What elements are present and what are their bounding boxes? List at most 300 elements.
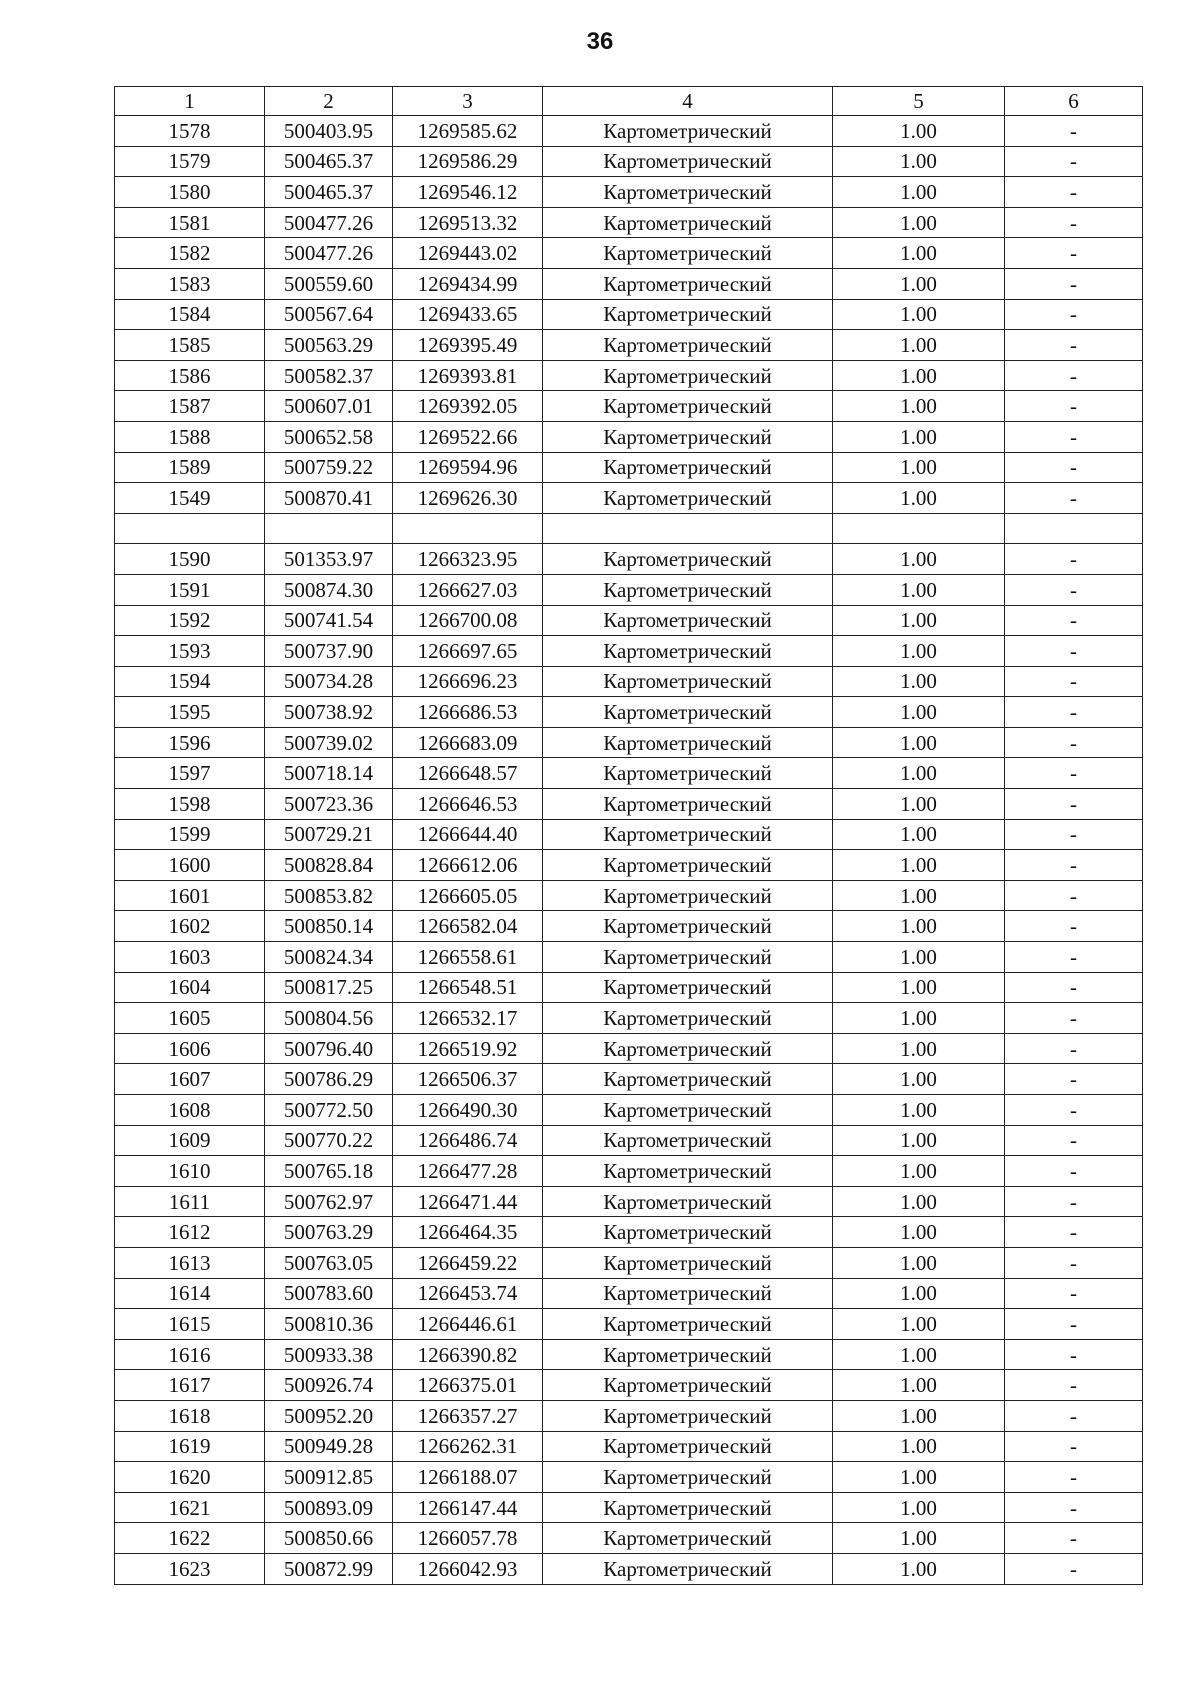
table-cell: 1611 bbox=[115, 1186, 265, 1217]
table-cell: - bbox=[1005, 1523, 1143, 1554]
table-cell: 1266042.93 bbox=[393, 1553, 543, 1584]
table-row bbox=[115, 1370, 1143, 1401]
table-cell: Картометрический bbox=[543, 1431, 833, 1462]
table-cell: 1266646.53 bbox=[393, 789, 543, 820]
table-row bbox=[115, 789, 1143, 820]
table-cell: 1580 bbox=[115, 177, 265, 208]
table-cell: - bbox=[1005, 697, 1143, 728]
table-cell: 1.00 bbox=[833, 1247, 1005, 1278]
table-cell: 1615 bbox=[115, 1309, 265, 1340]
table-row bbox=[115, 146, 1143, 177]
table-cell: 1.00 bbox=[833, 1553, 1005, 1584]
table-cell: 1266357.27 bbox=[393, 1400, 543, 1431]
table-cell: 500582.37 bbox=[265, 360, 393, 391]
table-cell bbox=[833, 513, 1005, 544]
table-cell: - bbox=[1005, 666, 1143, 697]
table-cell: Картометрический bbox=[543, 268, 833, 299]
table-row bbox=[115, 880, 1143, 911]
table-cell: - bbox=[1005, 177, 1143, 208]
table-row bbox=[115, 1156, 1143, 1187]
table-cell: Картометрический bbox=[543, 299, 833, 330]
table-cell: 500786.29 bbox=[265, 1064, 393, 1095]
table-cell: 1604 bbox=[115, 972, 265, 1003]
table-cell: 500810.36 bbox=[265, 1309, 393, 1340]
table-cell: 1.00 bbox=[833, 850, 1005, 881]
table-row bbox=[115, 697, 1143, 728]
table-cell: Картометрический bbox=[543, 666, 833, 697]
table-cell: 1266548.51 bbox=[393, 972, 543, 1003]
table-cell: 1.00 bbox=[833, 574, 1005, 605]
table-cell: 500563.29 bbox=[265, 330, 393, 361]
table-cell: 500729.21 bbox=[265, 819, 393, 850]
table-row bbox=[115, 513, 1143, 544]
table-cell: 500734.28 bbox=[265, 666, 393, 697]
table-cell: Картометрический bbox=[543, 360, 833, 391]
table-cell: - bbox=[1005, 238, 1143, 269]
table-cell: 1.00 bbox=[833, 819, 1005, 850]
table-cell: 1.00 bbox=[833, 727, 1005, 758]
table-cell: Картометрический bbox=[543, 1400, 833, 1431]
table-cell: Картометрический bbox=[543, 942, 833, 973]
table-cell: 1.00 bbox=[833, 1400, 1005, 1431]
table-cell: Картометрический bbox=[543, 880, 833, 911]
table-cell: 500772.50 bbox=[265, 1095, 393, 1126]
table-cell: - bbox=[1005, 1156, 1143, 1187]
table-cell: Картометрический bbox=[543, 697, 833, 728]
table-cell: 500952.20 bbox=[265, 1400, 393, 1431]
table-cell: 500874.30 bbox=[265, 574, 393, 605]
table-cell: Картометрический bbox=[543, 146, 833, 177]
table-cell: 1266700.08 bbox=[393, 605, 543, 636]
table-cell: 1.00 bbox=[833, 1370, 1005, 1401]
table-row bbox=[115, 1553, 1143, 1584]
table-cell: 1266612.06 bbox=[393, 850, 543, 881]
table-cell: 500817.25 bbox=[265, 972, 393, 1003]
table-cell: 1592 bbox=[115, 605, 265, 636]
table-cell: 500912.85 bbox=[265, 1462, 393, 1493]
table-cell: 1610 bbox=[115, 1156, 265, 1187]
table-cell: Картометрический bbox=[543, 1186, 833, 1217]
table-cell: 500850.66 bbox=[265, 1523, 393, 1554]
table-cell: - bbox=[1005, 299, 1143, 330]
table-cell: 1.00 bbox=[833, 605, 1005, 636]
table-cell: 500403.95 bbox=[265, 116, 393, 147]
table-cell: 1599 bbox=[115, 819, 265, 850]
table-cell: 500893.09 bbox=[265, 1492, 393, 1523]
table-cell: Картометрический bbox=[543, 1003, 833, 1034]
table-cell: Картометрический bbox=[543, 789, 833, 820]
table-cell bbox=[393, 513, 543, 544]
table-row bbox=[115, 1064, 1143, 1095]
table-cell: 1266696.23 bbox=[393, 666, 543, 697]
table-cell: 1591 bbox=[115, 574, 265, 605]
table-cell: - bbox=[1005, 1033, 1143, 1064]
table-cell: 1.00 bbox=[833, 1309, 1005, 1340]
table-cell: 500853.82 bbox=[265, 880, 393, 911]
table-cell: 1269594.96 bbox=[393, 452, 543, 483]
table-cell: Картометрический bbox=[543, 207, 833, 238]
table-row bbox=[115, 972, 1143, 1003]
table-cell: 1616 bbox=[115, 1339, 265, 1370]
table-cell: 500796.40 bbox=[265, 1033, 393, 1064]
table-cell: - bbox=[1005, 1309, 1143, 1340]
table-cell: Картометрический bbox=[543, 1156, 833, 1187]
table-cell: 1.00 bbox=[833, 360, 1005, 391]
table-row bbox=[115, 1431, 1143, 1462]
table-cell: 1.00 bbox=[833, 1431, 1005, 1462]
table-cell: 1269522.66 bbox=[393, 421, 543, 452]
table-cell: 1.00 bbox=[833, 1278, 1005, 1309]
table-cell: 500949.28 bbox=[265, 1431, 393, 1462]
table-row bbox=[115, 330, 1143, 361]
table-cell: 1.00 bbox=[833, 544, 1005, 575]
table-cell: 1266686.53 bbox=[393, 697, 543, 728]
table-cell: - bbox=[1005, 942, 1143, 973]
table-cell: 501353.97 bbox=[265, 544, 393, 575]
table-cell: Картометрический bbox=[543, 574, 833, 605]
table-cell: - bbox=[1005, 116, 1143, 147]
table-cell: 1614 bbox=[115, 1278, 265, 1309]
column-header: 6 bbox=[1005, 87, 1143, 116]
table-cell: 1609 bbox=[115, 1125, 265, 1156]
table-row bbox=[115, 207, 1143, 238]
table-row bbox=[115, 391, 1143, 422]
table-cell: 500741.54 bbox=[265, 605, 393, 636]
table-cell: 1603 bbox=[115, 942, 265, 973]
table-cell: 1602 bbox=[115, 911, 265, 942]
table-row bbox=[115, 911, 1143, 942]
table-row bbox=[115, 1003, 1143, 1034]
table-cell: - bbox=[1005, 1095, 1143, 1126]
table-cell: Картометрический bbox=[543, 452, 833, 483]
table-cell: 1.00 bbox=[833, 330, 1005, 361]
table-cell: 1583 bbox=[115, 268, 265, 299]
table-cell: Картометрический bbox=[543, 1309, 833, 1340]
table-row bbox=[115, 819, 1143, 850]
table-cell: 500567.64 bbox=[265, 299, 393, 330]
table-row bbox=[115, 1400, 1143, 1431]
table-cell: 1269443.02 bbox=[393, 238, 543, 269]
table-row bbox=[115, 666, 1143, 697]
table-cell: 1266390.82 bbox=[393, 1339, 543, 1370]
table-cell: 1612 bbox=[115, 1217, 265, 1248]
table-cell: 500824.34 bbox=[265, 942, 393, 973]
table-cell: 1266486.74 bbox=[393, 1125, 543, 1156]
table-row bbox=[115, 421, 1143, 452]
table-cell: - bbox=[1005, 1064, 1143, 1095]
table-cell: 1266477.28 bbox=[393, 1156, 543, 1187]
table-cell: Картометрический bbox=[543, 1553, 833, 1584]
table-cell: 1588 bbox=[115, 421, 265, 452]
page-number: 36 bbox=[586, 28, 614, 55]
table-cell: 500765.18 bbox=[265, 1156, 393, 1187]
table-cell: 1549 bbox=[115, 483, 265, 514]
table-cell: 1266519.92 bbox=[393, 1033, 543, 1064]
table-cell: 1601 bbox=[115, 880, 265, 911]
table-row bbox=[115, 177, 1143, 208]
table-cell: 1617 bbox=[115, 1370, 265, 1401]
table-cell: Картометрический bbox=[543, 1125, 833, 1156]
table-cell: 1266532.17 bbox=[393, 1003, 543, 1034]
table-cell: 1619 bbox=[115, 1431, 265, 1462]
table-row bbox=[115, 1523, 1143, 1554]
table-cell: Картометрический bbox=[543, 911, 833, 942]
table-cell: 1594 bbox=[115, 666, 265, 697]
table-row bbox=[115, 1309, 1143, 1340]
table-cell: - bbox=[1005, 1339, 1143, 1370]
table-cell: Картометрический bbox=[543, 1462, 833, 1493]
table-cell: 1266648.57 bbox=[393, 758, 543, 789]
table-row bbox=[115, 1462, 1143, 1493]
table-body bbox=[115, 116, 1143, 1585]
table-cell bbox=[543, 513, 833, 544]
table-cell: Картометрический bbox=[543, 636, 833, 667]
table-cell: 1266262.31 bbox=[393, 1431, 543, 1462]
table-row bbox=[115, 636, 1143, 667]
table-row bbox=[115, 483, 1143, 514]
table-row bbox=[115, 1217, 1143, 1248]
table-cell: Картометрический bbox=[543, 1247, 833, 1278]
table-cell: 1266323.95 bbox=[393, 544, 543, 575]
table-cell: Картометрический bbox=[543, 605, 833, 636]
table-cell: Картометрический bbox=[543, 1064, 833, 1095]
table-cell: 1266188.07 bbox=[393, 1462, 543, 1493]
table-cell: Картометрический bbox=[543, 972, 833, 1003]
table-cell: Картометрический bbox=[543, 238, 833, 269]
table-cell: 1613 bbox=[115, 1247, 265, 1278]
table-cell: - bbox=[1005, 268, 1143, 299]
table-cell: - bbox=[1005, 146, 1143, 177]
table-row bbox=[115, 850, 1143, 881]
table-cell: 1586 bbox=[115, 360, 265, 391]
table-cell: 500783.60 bbox=[265, 1278, 393, 1309]
table-cell: 1.00 bbox=[833, 177, 1005, 208]
table-cell: 1266683.09 bbox=[393, 727, 543, 758]
table-cell: - bbox=[1005, 574, 1143, 605]
table-cell: 1595 bbox=[115, 697, 265, 728]
table-cell: - bbox=[1005, 330, 1143, 361]
table-cell: 1585 bbox=[115, 330, 265, 361]
table-cell: 1.00 bbox=[833, 421, 1005, 452]
table-cell: Картометрический bbox=[543, 544, 833, 575]
table-cell: Картометрический bbox=[543, 1523, 833, 1554]
table-cell: 1269393.81 bbox=[393, 360, 543, 391]
table-cell: 500763.29 bbox=[265, 1217, 393, 1248]
column-header: 2 bbox=[265, 87, 393, 116]
table-cell: 500737.90 bbox=[265, 636, 393, 667]
table-row bbox=[115, 544, 1143, 575]
table-cell: 1.00 bbox=[833, 1462, 1005, 1493]
table-cell: 1.00 bbox=[833, 942, 1005, 973]
table-cell: - bbox=[1005, 1217, 1143, 1248]
table-row bbox=[115, 1033, 1143, 1064]
table-cell: Картометрический bbox=[543, 1370, 833, 1401]
column-header: 1 bbox=[115, 87, 265, 116]
table-cell: 1.00 bbox=[833, 116, 1005, 147]
table-row bbox=[115, 1095, 1143, 1126]
table-cell: - bbox=[1005, 1492, 1143, 1523]
table-cell: 1578 bbox=[115, 116, 265, 147]
table-cell: 1266558.61 bbox=[393, 942, 543, 973]
table-cell: Картометрический bbox=[543, 1095, 833, 1126]
table-cell: 1266506.37 bbox=[393, 1064, 543, 1095]
table-cell: 500477.26 bbox=[265, 238, 393, 269]
column-header: 4 bbox=[543, 87, 833, 116]
table-cell: 1.00 bbox=[833, 146, 1005, 177]
table-row bbox=[115, 1186, 1143, 1217]
table-cell: - bbox=[1005, 727, 1143, 758]
table-cell: 1620 bbox=[115, 1462, 265, 1493]
table-cell: 1593 bbox=[115, 636, 265, 667]
table-cell: 500739.02 bbox=[265, 727, 393, 758]
table-row bbox=[115, 605, 1143, 636]
table-cell: 1596 bbox=[115, 727, 265, 758]
table-row bbox=[115, 1339, 1143, 1370]
table-cell: - bbox=[1005, 972, 1143, 1003]
table-cell: - bbox=[1005, 1370, 1143, 1401]
table-cell: Картометрический bbox=[543, 421, 833, 452]
table-cell: 500477.26 bbox=[265, 207, 393, 238]
table-cell: - bbox=[1005, 1400, 1143, 1431]
table-cell: - bbox=[1005, 1431, 1143, 1462]
table-cell: 1622 bbox=[115, 1523, 265, 1554]
table-cell: 1266490.30 bbox=[393, 1095, 543, 1126]
table-cell: 500465.37 bbox=[265, 177, 393, 208]
table-cell: Картометрический bbox=[543, 1033, 833, 1064]
table-cell: 1.00 bbox=[833, 1156, 1005, 1187]
table-cell: 1.00 bbox=[833, 452, 1005, 483]
table-cell: - bbox=[1005, 207, 1143, 238]
table-cell: Картометрический bbox=[543, 116, 833, 147]
table-cell: 500723.36 bbox=[265, 789, 393, 820]
table-cell: 1269626.30 bbox=[393, 483, 543, 514]
table-cell bbox=[115, 513, 265, 544]
table-row bbox=[115, 116, 1143, 147]
table-cell: 500607.01 bbox=[265, 391, 393, 422]
table-cell: Картометрический bbox=[543, 483, 833, 514]
table-cell: 1.00 bbox=[833, 268, 1005, 299]
table-cell: 500738.92 bbox=[265, 697, 393, 728]
table-cell: 1.00 bbox=[833, 1125, 1005, 1156]
table-row bbox=[115, 574, 1143, 605]
table-cell: 1.00 bbox=[833, 1186, 1005, 1217]
table-row bbox=[115, 1278, 1143, 1309]
table-cell: - bbox=[1005, 1553, 1143, 1584]
table-row bbox=[115, 299, 1143, 330]
table-cell: 1.00 bbox=[833, 789, 1005, 820]
table-cell: Картометрический bbox=[543, 758, 833, 789]
table-cell: 1.00 bbox=[833, 1095, 1005, 1126]
table-cell: 1598 bbox=[115, 789, 265, 820]
table-cell: 1266644.40 bbox=[393, 819, 543, 850]
table-cell: 1266464.35 bbox=[393, 1217, 543, 1248]
table-cell: 500718.14 bbox=[265, 758, 393, 789]
table-cell: 1269434.99 bbox=[393, 268, 543, 299]
table-cell: 1.00 bbox=[833, 483, 1005, 514]
table-cell: 1623 bbox=[115, 1553, 265, 1584]
table-cell: - bbox=[1005, 1125, 1143, 1156]
table-cell: - bbox=[1005, 1186, 1143, 1217]
table-cell: 500770.22 bbox=[265, 1125, 393, 1156]
table-cell: - bbox=[1005, 452, 1143, 483]
table-cell: - bbox=[1005, 391, 1143, 422]
table-cell: - bbox=[1005, 605, 1143, 636]
table-cell: 1.00 bbox=[833, 758, 1005, 789]
table-cell: 500872.99 bbox=[265, 1553, 393, 1584]
table-cell: 1269395.49 bbox=[393, 330, 543, 361]
table-cell: 1266057.78 bbox=[393, 1523, 543, 1554]
table-cell: 1607 bbox=[115, 1064, 265, 1095]
table-cell: 1.00 bbox=[833, 238, 1005, 269]
table-cell: - bbox=[1005, 911, 1143, 942]
table-cell: Картометрический bbox=[543, 330, 833, 361]
table-cell: 1266459.22 bbox=[393, 1247, 543, 1278]
table-cell: 1.00 bbox=[833, 1523, 1005, 1554]
table-cell: - bbox=[1005, 421, 1143, 452]
table-cell: Картометрический bbox=[543, 819, 833, 850]
table-cell: 1266627.03 bbox=[393, 574, 543, 605]
table-cell: 1606 bbox=[115, 1033, 265, 1064]
table-cell: - bbox=[1005, 544, 1143, 575]
table-row bbox=[115, 727, 1143, 758]
table-cell: 1587 bbox=[115, 391, 265, 422]
table-cell: 1621 bbox=[115, 1492, 265, 1523]
table-cell: 1266582.04 bbox=[393, 911, 543, 942]
table-cell: - bbox=[1005, 636, 1143, 667]
table-cell: 500559.60 bbox=[265, 268, 393, 299]
table-cell: 1.00 bbox=[833, 1033, 1005, 1064]
table-cell: 1266375.01 bbox=[393, 1370, 543, 1401]
table-cell: 500465.37 bbox=[265, 146, 393, 177]
table-cell bbox=[1005, 513, 1143, 544]
table-cell: 1.00 bbox=[833, 1339, 1005, 1370]
table-cell: - bbox=[1005, 1003, 1143, 1034]
table-cell: 1266147.44 bbox=[393, 1492, 543, 1523]
table-cell: 500828.84 bbox=[265, 850, 393, 881]
table-cell: Картометрический bbox=[543, 391, 833, 422]
table-cell: 500933.38 bbox=[265, 1339, 393, 1370]
table-cell: 500759.22 bbox=[265, 452, 393, 483]
table-cell: - bbox=[1005, 880, 1143, 911]
table-cell: 1.00 bbox=[833, 636, 1005, 667]
table-cell: 500763.05 bbox=[265, 1247, 393, 1278]
table-row bbox=[115, 1492, 1143, 1523]
table-cell: Картометрический bbox=[543, 1278, 833, 1309]
column-header: 5 bbox=[833, 87, 1005, 116]
table-cell: - bbox=[1005, 758, 1143, 789]
table-cell: 1582 bbox=[115, 238, 265, 269]
table-cell: 1269586.29 bbox=[393, 146, 543, 177]
table-row bbox=[115, 238, 1143, 269]
table-cell: Картометрический bbox=[543, 727, 833, 758]
table-cell: 1269585.62 bbox=[393, 116, 543, 147]
table-cell: Картометрический bbox=[543, 850, 833, 881]
table-cell: 1266471.44 bbox=[393, 1186, 543, 1217]
table-cell: Картометрический bbox=[543, 177, 833, 208]
table-cell: 1605 bbox=[115, 1003, 265, 1034]
table-cell: 1618 bbox=[115, 1400, 265, 1431]
table-cell: 500850.14 bbox=[265, 911, 393, 942]
table-cell: 1269513.32 bbox=[393, 207, 543, 238]
table-cell: 500926.74 bbox=[265, 1370, 393, 1401]
table-cell: 1.00 bbox=[833, 911, 1005, 942]
table-cell: 500652.58 bbox=[265, 421, 393, 452]
table-cell: - bbox=[1005, 1462, 1143, 1493]
table-row bbox=[115, 268, 1143, 299]
table-cell: 500870.41 bbox=[265, 483, 393, 514]
table-cell: 1.00 bbox=[833, 299, 1005, 330]
table-row bbox=[115, 942, 1143, 973]
